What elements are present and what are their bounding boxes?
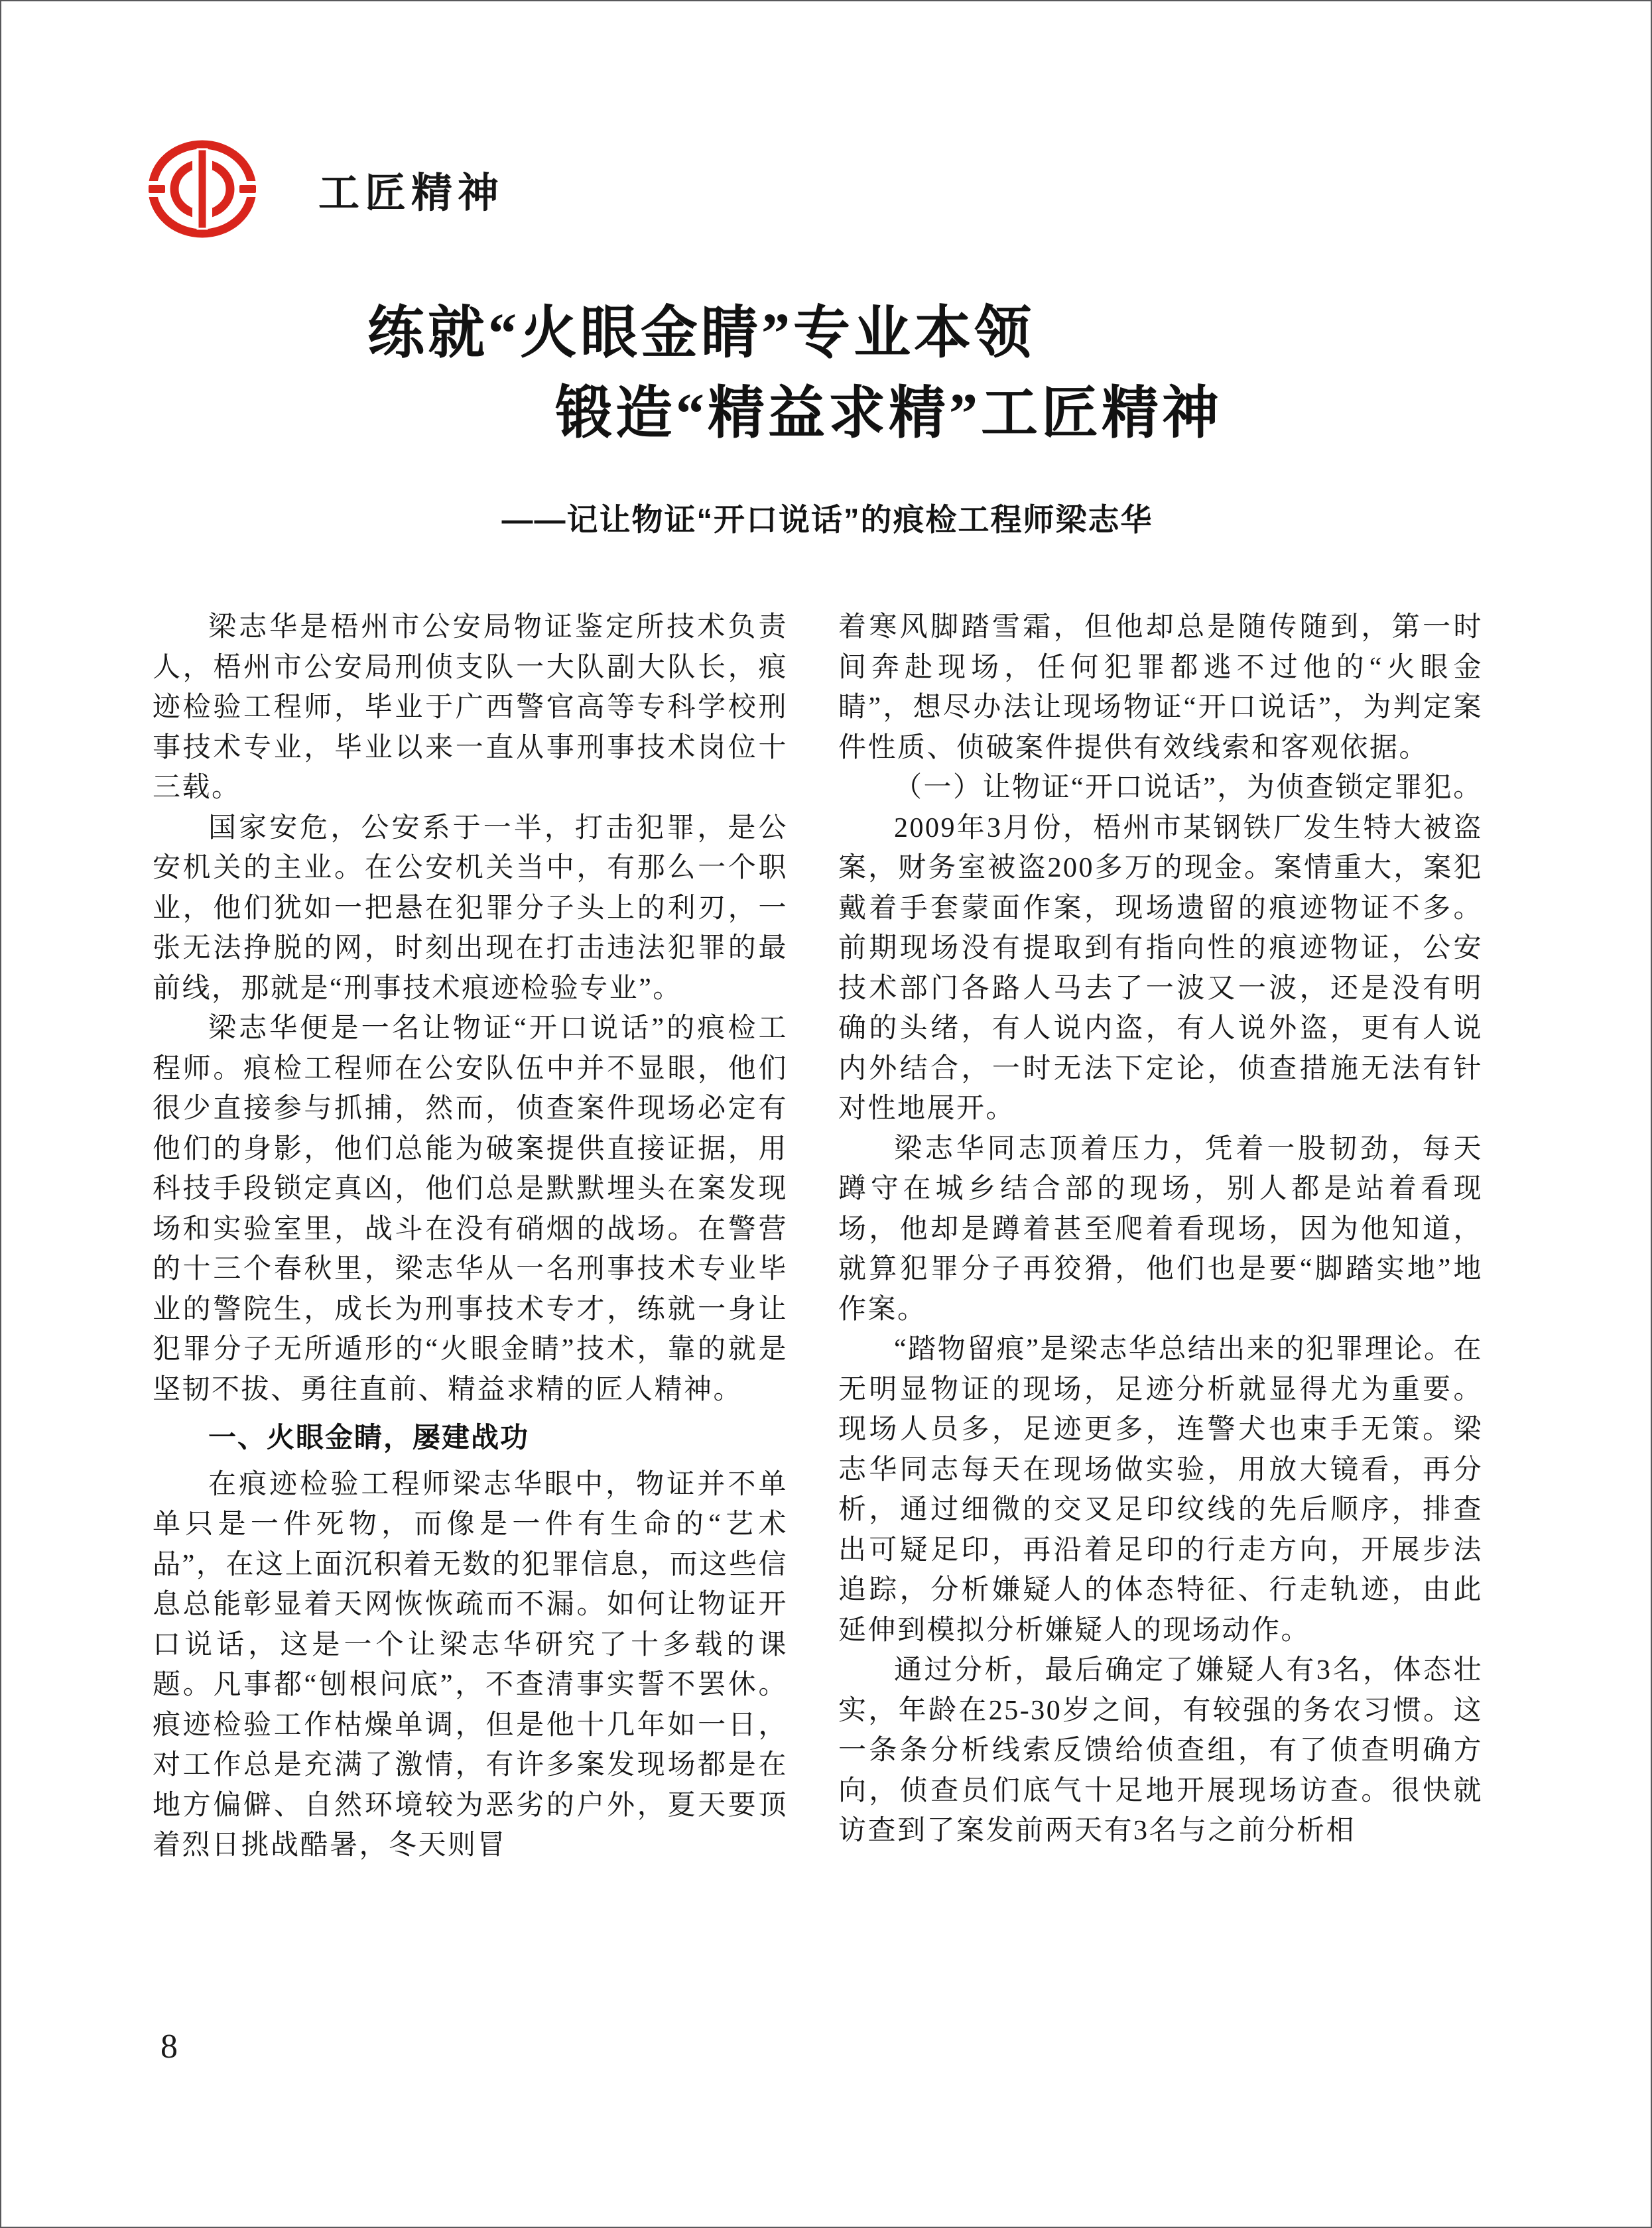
paragraph: 通过分析，最后确定了嫌疑人有3名，体态壮实，年龄在25-30岁之间，有较强的务农习惯。这一条条分析线索反馈给侦查组，有了侦查明确方向，侦查员们底气十足地开展现场访查。很快就访查到了案发前两天有3名与之前分析相 — [838, 1655, 1483, 1846]
article-title-line-1: 练就“火眼金睛”专业本领 — [367, 301, 1035, 365]
paragraph: 梁志华是梧州市公安局物证鉴定所技术负责人，梧州市公安局刑侦支队一大队副大队长，痕迹检验工程师，毕业于广西警官高等专科学校刑事技术专业，毕业以来一直从事刑事技术岗位十三载。 — [153, 612, 788, 803]
paragraph: 梁志华同志顶着压力，凭着一股韧劲，每天蹲守在城乡结合部的现场，别人都是站着看现场，他却是蹲着甚至爬着看现场，因为他知道，就算犯罪分子再狡猾，他们也是要“脚踏实地”地作案。 — [838, 1133, 1483, 1325]
brand-title: 工匠精神 — [318, 170, 505, 216]
trade-union-logo-icon — [147, 139, 257, 239]
paragraph: 国家安危，公安系于一半，打击犯罪，是公安机关的主业。在公安机关当中，有那么一个职业，他们犹如一把悬在犯罪分子头上的利刃，一张无法挣脱的网，时刻出现在打击违法犯罪的最前线，那就是“刑事技术痕迹检验专业”。 — [153, 812, 788, 1004]
right-column — [838, 607, 1483, 1997]
paragraph: 在痕迹检验工程师梁志华眼中，物证并不单单只是一件死物，而像是一件有生命的“艺术品”，在这上面沉积着无数的犯罪信息，而这些信息总能彰显着天网恢恢疏而不漏。如何让物证开口说话，这是一个让梁志华研究了十多载的课题。凡事都“刨根问底”，不查清事实誓不罢休。痕迹检验工作枯燥单调，但是他十几年如一日，对工作总是充满了激情，有许多案发现场都是在地方偏僻、自然环境较为恶劣的户外，夏天要顶着烈日挑战酷暑，冬天则冒 — [153, 1469, 788, 1861]
article-title-line-2: 锻造“精益求精”工匠精神 — [555, 381, 1222, 445]
paragraph: 着寒风脚踏雪霜，但他却总是随传随到，第一时间奔赴现场，任何犯罪都逃不过他的“火眼金睛”，想尽办法让现场物证“开口说话”，为判定案件性质、侦破案件提供有效线索和客观依据。 — [838, 612, 1483, 763]
paragraph: 2009年3月份，梧州市某钢铁厂发生特大被盗案，财务室被盗200多万的现金。案情重大，案犯戴着手套蒙面作案，现场遗留的痕迹物证不多。前期现场没有提取到有指向性的痕迹物证，公安技术部门各路人马去了一波又一波，还是没有明确的头绪，有人说内盗，有人说外盗，更有人说内外结合，一时无法下定论，侦查措施无法有针对性地展开。 — [838, 812, 1483, 1124]
article-subtitle: ——记让物证“开口说话”的痕检工程师梁志华 — [501, 502, 1153, 537]
paragraph: “踏物留痕”是梁志华总结出来的犯罪理论。在无明显物证的现场，足迹分析就显得尤为重要。现场人员多，足迹更多，连警犬也束手无策。梁志华同志每天在现场做实验，用放大镜看，再分析，通过细微的交叉足印纹线的先后顺序，排查出可疑足印，再沿着足印的行走方向，开展步法追踪，分析嫌疑人的体态特征、行走轨迹，由此延伸到模拟分析嫌疑人的现场动作。 — [838, 1334, 1483, 1646]
page-number: 8 — [160, 2028, 178, 2066]
section-heading: 一、火眼金睛，屡建战功 — [208, 1422, 530, 1453]
masthead — [147, 139, 504, 239]
paragraph: （一）让物证“开口说话”，为侦查锁定罪犯。 — [894, 773, 1483, 803]
paragraph: 梁志华便是一名让物证“开口说话”的痕检工程师。痕检工程师在公安队伍中并不显眼，他们很少直接参与抓捕，然而，侦查案件现场必定有他们的身影，他们总能为破案提供直接证据，用科技手段锁定真凶，他们总是默默埋头在案发现场和实验室里，战斗在没有硝烟的战场。在警营的十三个春秋里，梁志华从一名刑事技术专业毕业的警院生，成长为刑事技术专才，练就一身让犯罪分子无所遁形的“火眼金睛”技术，靠的就是坚韧不拔、勇往直前、精益求精的匠人精神。 — [153, 1013, 788, 1405]
left-column — [153, 607, 788, 1997]
